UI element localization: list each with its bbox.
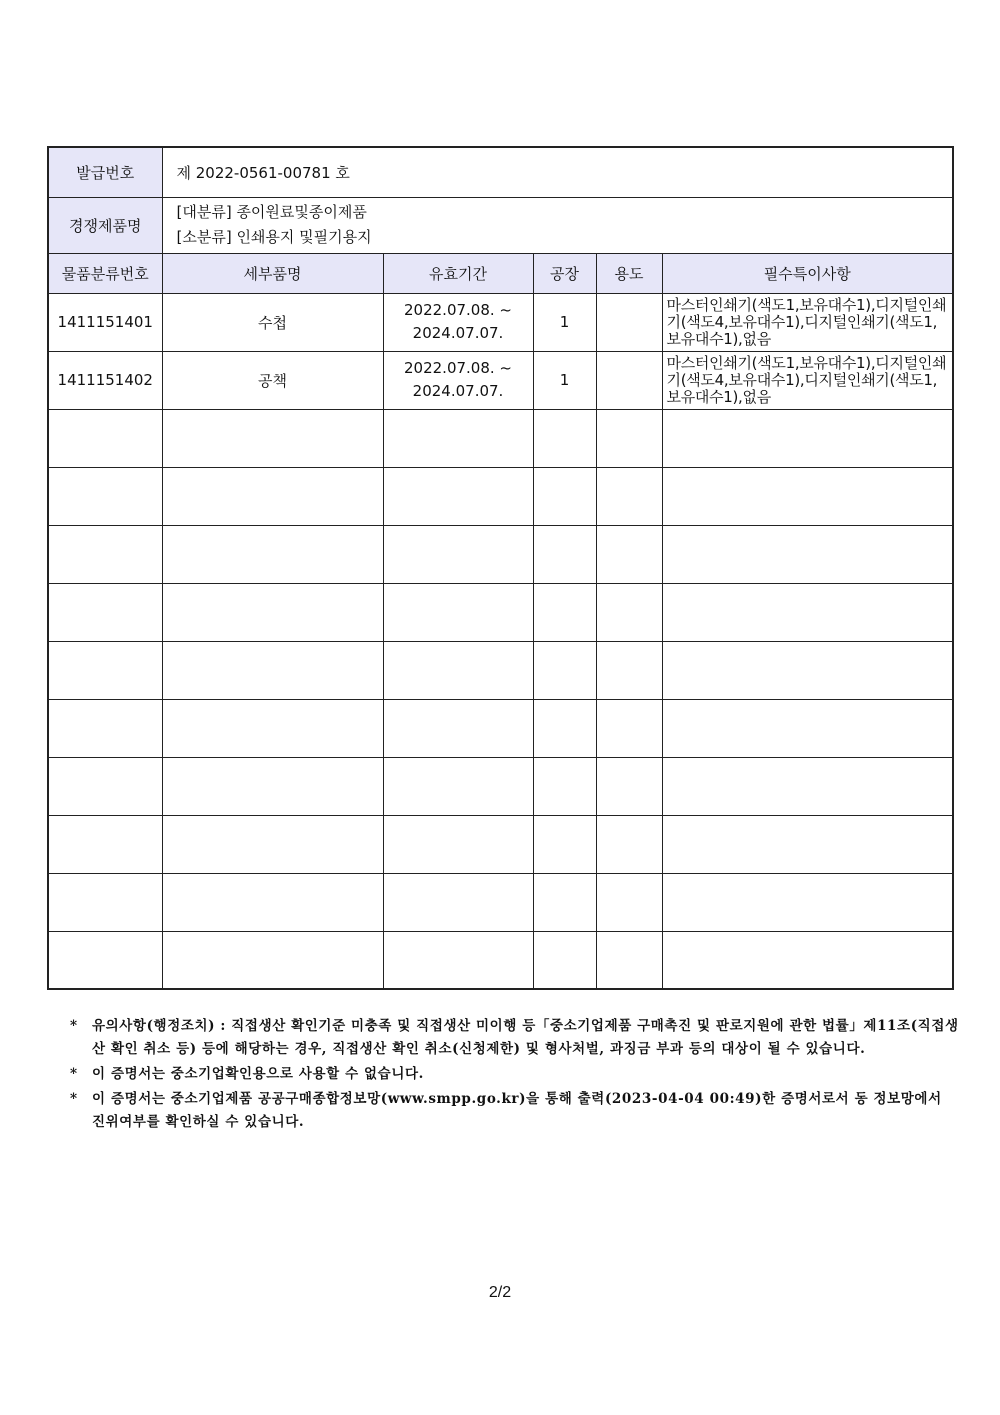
item-usage	[596, 293, 662, 351]
col-header-item-name: 세부품명	[162, 253, 383, 293]
table-row	[48, 351, 953, 409]
col-header-valid-period: 유효기간	[383, 253, 533, 293]
item-code: 1411151402	[48, 351, 162, 409]
item-valid-period	[383, 351, 533, 409]
column-header-row	[48, 253, 953, 293]
bullet-asterisk: *	[70, 1066, 78, 1082]
empty-row	[48, 641, 953, 699]
notice-usage-restriction-text: 이 증명서는 중소기업확인용으로 사용할 수 없습니다.	[92, 1066, 424, 1082]
notice-legal-text: 유의사항(행정조치) : 직접생산 확인기준 미충족 및 직접생산 미이행 등「중소기업제품 구매촉진 및 판로지원에 관한 법률」제11조(직접생산 확인 취소 등) 등에 해당하는 경우, 직접생산 확인 취소(신청제한) 및 형사처벌, 과징금 부과 등의 대상이 될 수 있습니다.	[92, 1018, 959, 1057]
notice-section	[70, 1015, 960, 1134]
certificate-table	[47, 146, 954, 990]
item-remarks: 마스터인쇄기(색도1,보유대수1),디지털인쇄기(색도4,보유대수1),디지털인쇄기(색도1,보유대수1),없음	[662, 351, 953, 409]
empty-row	[48, 409, 953, 467]
col-header-factory: 공장	[533, 253, 596, 293]
empty-row	[48, 583, 953, 641]
item-name: 수첩	[162, 293, 383, 351]
notice-usage-restriction	[70, 1063, 960, 1086]
empty-row	[48, 757, 953, 815]
period-from: 2022.07.08. ~	[404, 359, 512, 377]
period-to: 2024.07.07.	[412, 324, 504, 342]
product-name-value	[162, 197, 953, 253]
product-minor-category: [소분류] 인쇄용지 및필기용지	[176, 228, 372, 246]
product-name-row	[48, 197, 953, 253]
table-row	[48, 293, 953, 351]
period-from: 2022.07.08. ~	[404, 301, 512, 319]
issue-number-label: 발급번호	[48, 147, 162, 197]
notice-verification	[70, 1088, 960, 1134]
bullet-asterisk: *	[70, 1018, 78, 1034]
empty-row	[48, 467, 953, 525]
item-factory: 1	[533, 293, 596, 351]
empty-row	[48, 873, 953, 931]
certificate-table-area	[47, 146, 952, 990]
empty-row	[48, 931, 953, 989]
col-header-remarks: 필수특이사항	[662, 253, 953, 293]
item-usage	[596, 351, 662, 409]
page-number: 2/2	[488, 1284, 512, 1301]
item-remarks: 마스터인쇄기(색도1,보유대수1),디지털인쇄기(색도4,보유대수1),디지털인쇄기(색도1,보유대수1),없음	[662, 293, 953, 351]
col-header-usage: 용도	[596, 253, 662, 293]
item-factory: 1	[533, 351, 596, 409]
item-name: 공책	[162, 351, 383, 409]
notice-verification-text: 이 증명서는 중소기업제품 공공구매종합정보망(www.smpp.go.kr)을 통해 출력(2023-04-04 00:49)한 증명서로서 동 정보망에서 진위여부를 확인하실 수 있습니다.	[92, 1091, 942, 1130]
col-header-code: 물품분류번호	[48, 253, 162, 293]
issue-number-value: 제 2022-0561-00781 호	[162, 147, 953, 197]
notice-legal	[70, 1015, 960, 1061]
bullet-asterisk: *	[70, 1091, 78, 1107]
item-valid-period	[383, 293, 533, 351]
product-name-label: 경쟁제품명	[48, 197, 162, 253]
item-code: 1411151401	[48, 293, 162, 351]
empty-row	[48, 525, 953, 583]
period-to: 2024.07.07.	[412, 382, 504, 400]
empty-row	[48, 815, 953, 873]
empty-row	[48, 699, 953, 757]
product-major-category: [대분류] 종이원료및종이제품	[176, 203, 367, 221]
issue-number-row	[48, 147, 953, 197]
